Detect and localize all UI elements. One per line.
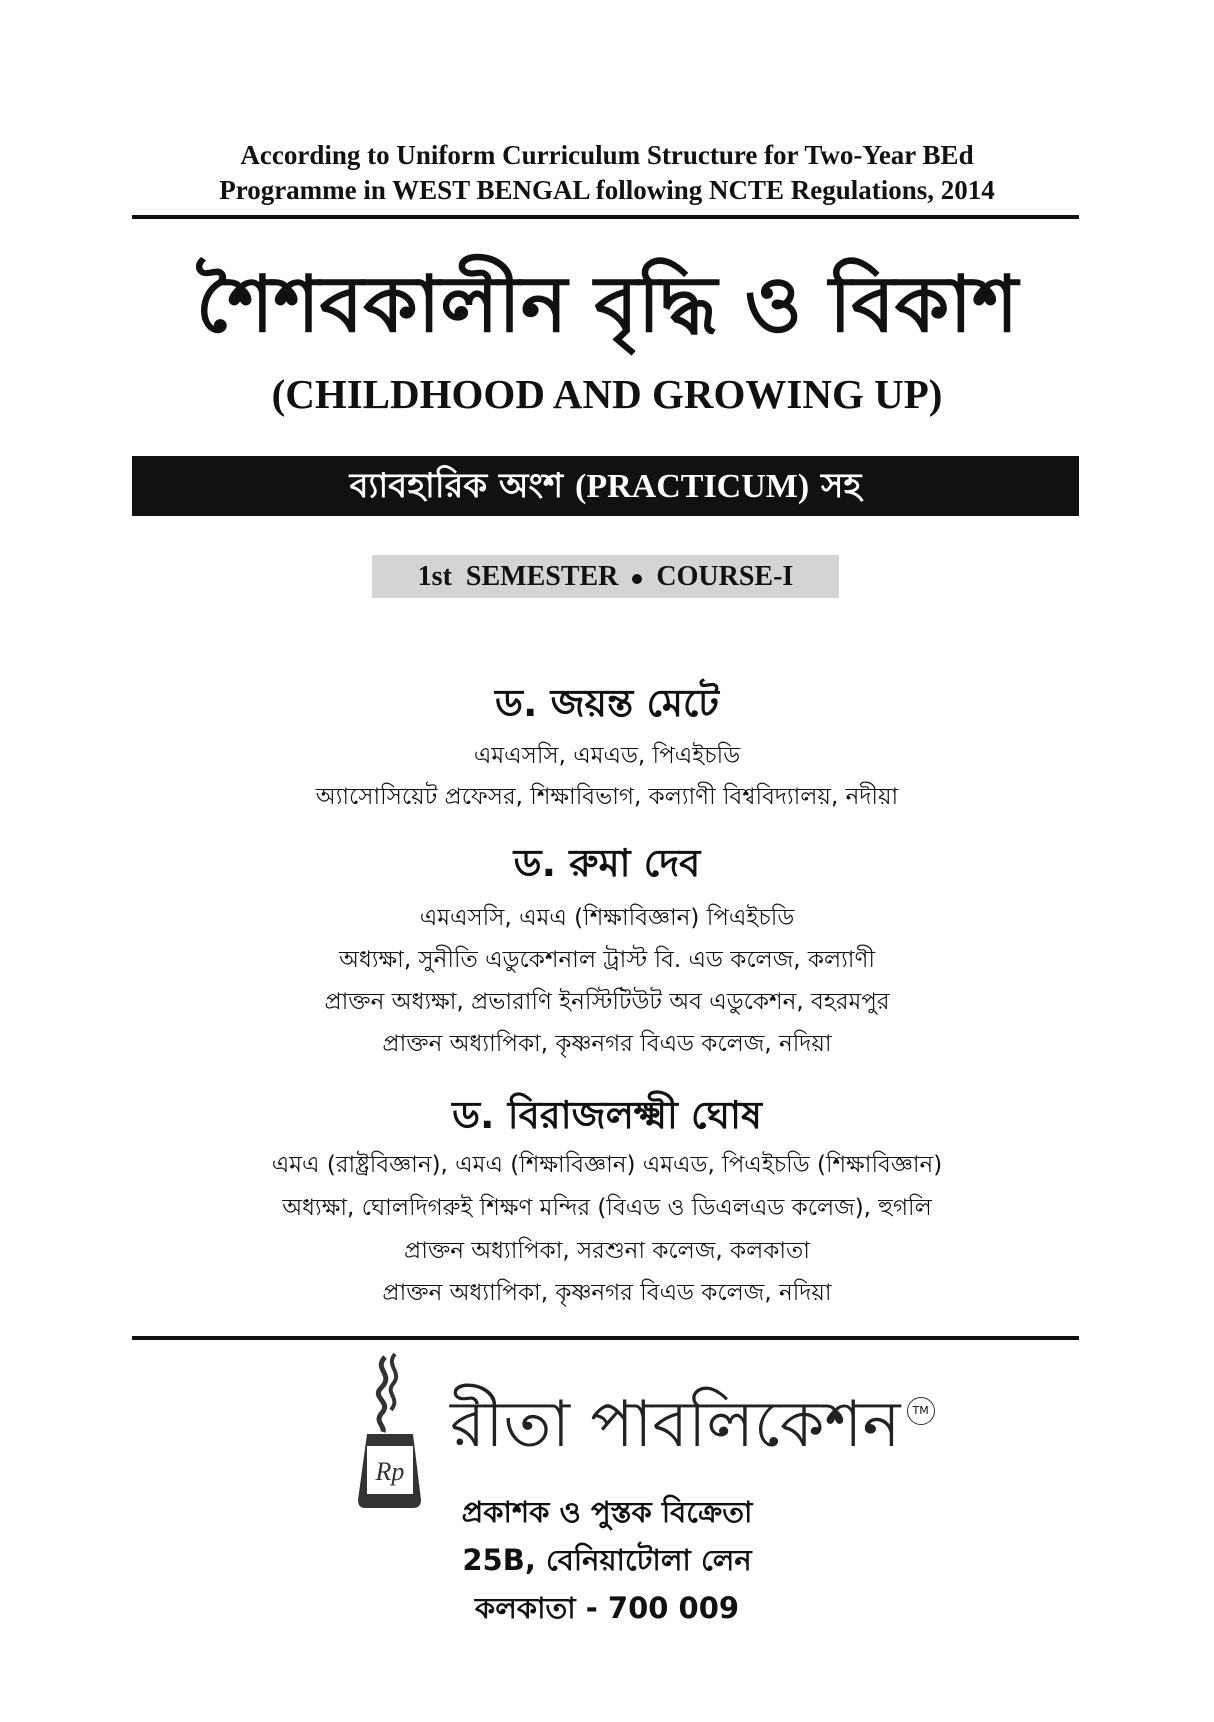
bottom-rule bbox=[132, 1336, 1079, 1340]
publisher-address bbox=[0, 1538, 1214, 1582]
author-detail: প্রাক্তন অধ্যাপিকা, সরশুনা কলেজ, কলকাতা bbox=[404, 1238, 810, 1264]
publisher-tagline: প্রকাশক ও পুস্তক বিক্রেতা bbox=[461, 1495, 753, 1529]
pin-code: 700 009 bbox=[607, 1591, 740, 1625]
book-title-bengali: শৈশবকালীন বৃদ্ধি ও বিকাশ bbox=[195, 260, 1019, 350]
address-street: , বেনিয়াটোলা লেন bbox=[524, 1543, 752, 1577]
semester-box bbox=[372, 555, 839, 598]
author-detail: অধ্যক্ষা, ঘোলদিগরুই শিক্ষণ মন্দির (বিএড ও ডিএলএড কলেজ), হুগলি bbox=[282, 1195, 932, 1221]
bullet-icon bbox=[632, 574, 642, 584]
top-rule bbox=[132, 215, 1079, 219]
book-title-english: (CHILDHOOD AND GROWING UP) bbox=[271, 371, 943, 417]
author-detail: এমএসসি, এমএ (শিক্ষাবিজ্ঞান) পিএইচডি bbox=[419, 905, 795, 931]
course-label: COURSE-I bbox=[656, 561, 794, 592]
author-detail: প্রাক্তন অধ্যাপিকা, কৃষ্ণনগর বিএড কলেজ, নদিয়া bbox=[382, 1280, 832, 1306]
author-name: ড. জয়ন্ত মেটে bbox=[495, 681, 719, 725]
band-prefix: ব্যাবহারিক অংশ bbox=[349, 466, 564, 506]
logo-text: Rp bbox=[375, 1457, 405, 1486]
author-detail: অধ্যক্ষা, সুনীতি এডুকেশনাল ট্রাস্ট বি. এড কলেজ, কল্যাণী bbox=[339, 947, 875, 973]
band-suffix: সহ bbox=[821, 466, 862, 506]
author-detail: এমএ (রাষ্ট্রবিজ্ঞান), এমএ (শিক্ষাবিজ্ঞান) এমএড, পিএইচডি (শিক্ষাবিজ্ঞান) bbox=[271, 1152, 943, 1178]
practicum-band bbox=[132, 456, 1079, 516]
address-number: 25B bbox=[462, 1543, 525, 1577]
header-line-1: According to Uniform Curriculum Structure for Two-Year BEd bbox=[240, 140, 974, 170]
publisher-name-row bbox=[450, 1385, 935, 1465]
author-detail: প্রাক্তন অধ্যক্ষা, প্রভারাণি ইনস্টিটিউট অব এডুকেশন, বহরমপুর bbox=[324, 989, 890, 1015]
publisher-logo-icon bbox=[355, 1352, 425, 1510]
band-english: (PRACTICUM) bbox=[575, 468, 810, 505]
author-detail: অ্যাসোসিয়েট প্রফেসর, শিক্ষাবিভাগ, কল্যাণী বিশ্ববিদ্যালয়, নদীয়া bbox=[315, 784, 899, 810]
trademark-icon: TM bbox=[907, 1397, 935, 1425]
author-detail: প্রাক্তন অধ্যাপিকা, কৃষ্ণনগর বিএড কলেজ, নদিয়া bbox=[382, 1031, 832, 1057]
publisher-name: রীতা পাবলিকেশন bbox=[450, 1388, 901, 1462]
author-name: ড. রুমা দেব bbox=[513, 841, 701, 885]
semester-label: 1st SEMESTER bbox=[417, 561, 619, 592]
author-name: ড. বিরাজলক্ষ্মী ঘোষ bbox=[452, 1093, 762, 1137]
publisher-city bbox=[0, 1586, 1214, 1630]
city-name: কলকাতা - bbox=[474, 1591, 608, 1625]
header-line-2: Programme in WEST BENGAL following NCTE Regulations, 2014 bbox=[219, 175, 995, 205]
author-detail: এমএসসি, এমএড, পিএইচডি bbox=[473, 743, 741, 769]
